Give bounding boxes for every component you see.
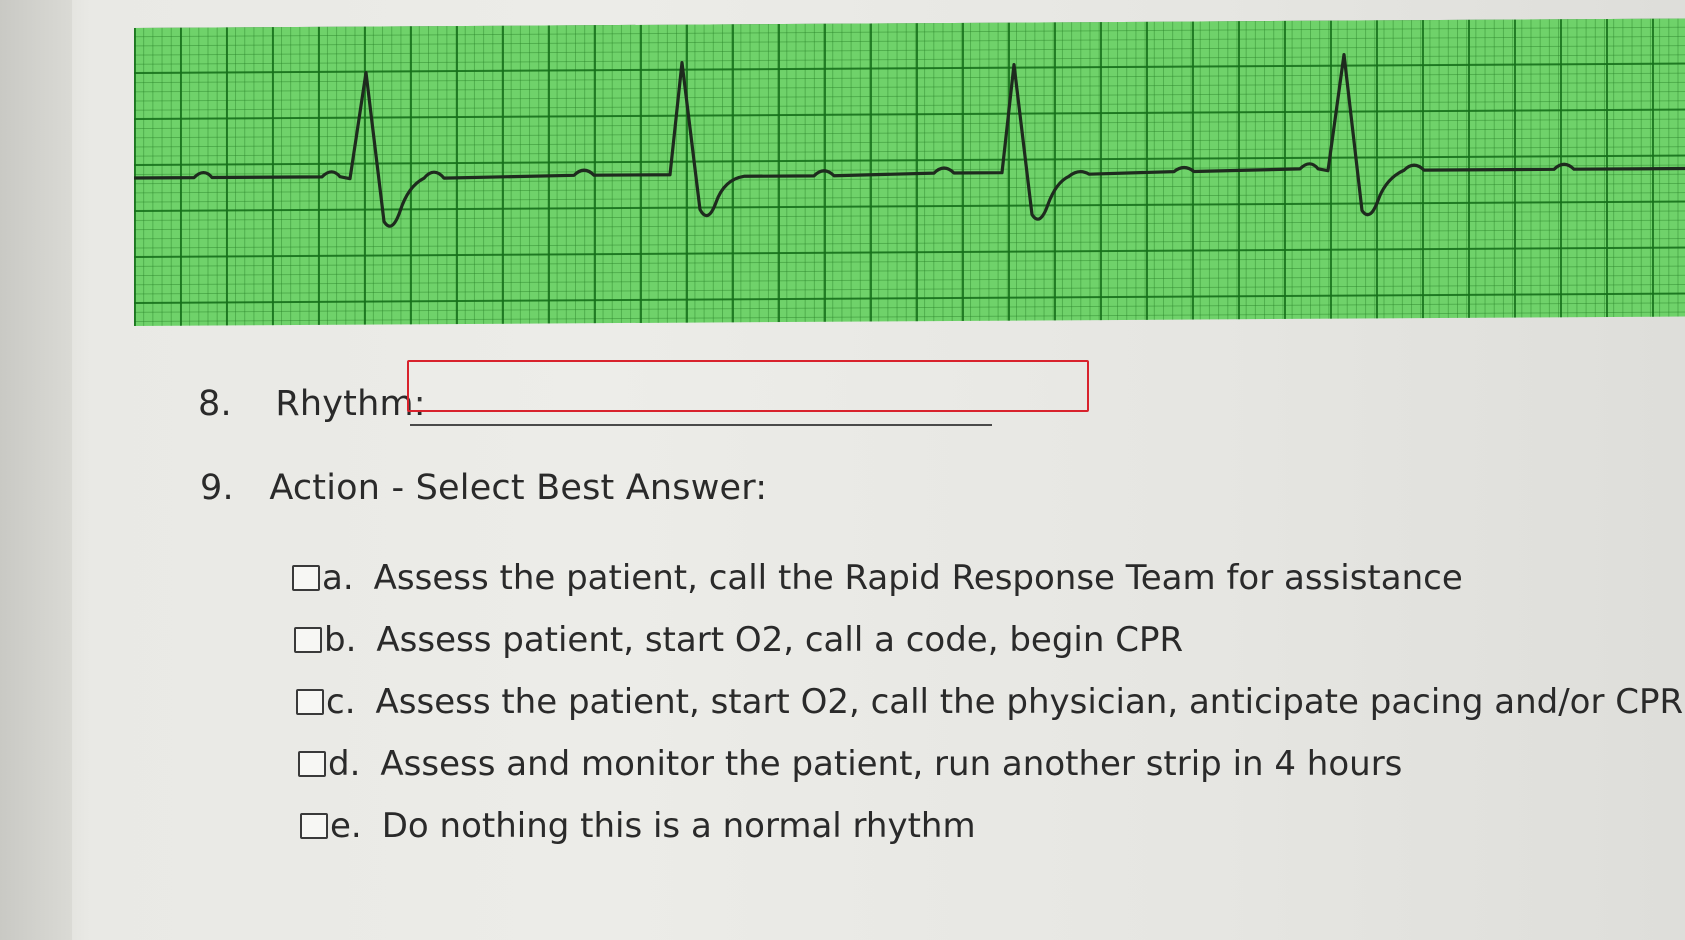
ecg-waveform xyxy=(134,53,1685,228)
option-d[interactable] xyxy=(298,744,1402,784)
question-8 xyxy=(198,384,426,424)
option-text: Assess patient, start O2, call a code, begin CPR xyxy=(376,620,1184,660)
option-b[interactable] xyxy=(294,620,1183,660)
option-letter: e. xyxy=(330,806,362,846)
page-edge-shadow xyxy=(0,0,72,940)
ecg-trace xyxy=(134,19,1685,326)
option-letter: d. xyxy=(328,744,361,784)
option-letter: b. xyxy=(324,620,357,660)
rhythm-underline xyxy=(410,424,992,426)
option-letter: a. xyxy=(322,558,354,598)
option-e[interactable] xyxy=(300,806,976,846)
option-c[interactable] xyxy=(296,682,1683,722)
option-text: Do nothing this is a normal rhythm xyxy=(381,806,976,846)
ecg-rhythm-strip xyxy=(134,19,1685,326)
checkbox-e[interactable] xyxy=(300,813,328,839)
checkbox-b[interactable] xyxy=(294,627,322,653)
question-label: Rhythm: xyxy=(275,384,426,424)
checkbox-c[interactable] xyxy=(296,689,324,715)
question-label: Action - Select Best Answer: xyxy=(269,468,768,508)
question-number: 9. xyxy=(200,468,234,508)
rhythm-answer-field[interactable] xyxy=(407,360,1089,412)
option-letter: c. xyxy=(326,682,356,722)
question-number: 8. xyxy=(198,384,232,424)
checkbox-d[interactable] xyxy=(298,751,326,777)
option-a[interactable] xyxy=(292,558,1463,598)
checkbox-a[interactable] xyxy=(292,565,320,591)
option-text: Assess and monitor the patient, run another strip in 4 hours xyxy=(380,744,1403,784)
option-text: Assess the patient, start O2, call the physician, anticipate pacing and/or CPR xyxy=(375,682,1684,722)
question-9 xyxy=(200,468,767,508)
option-text: Assess the patient, call the Rapid Response Team for assistance xyxy=(373,558,1463,598)
